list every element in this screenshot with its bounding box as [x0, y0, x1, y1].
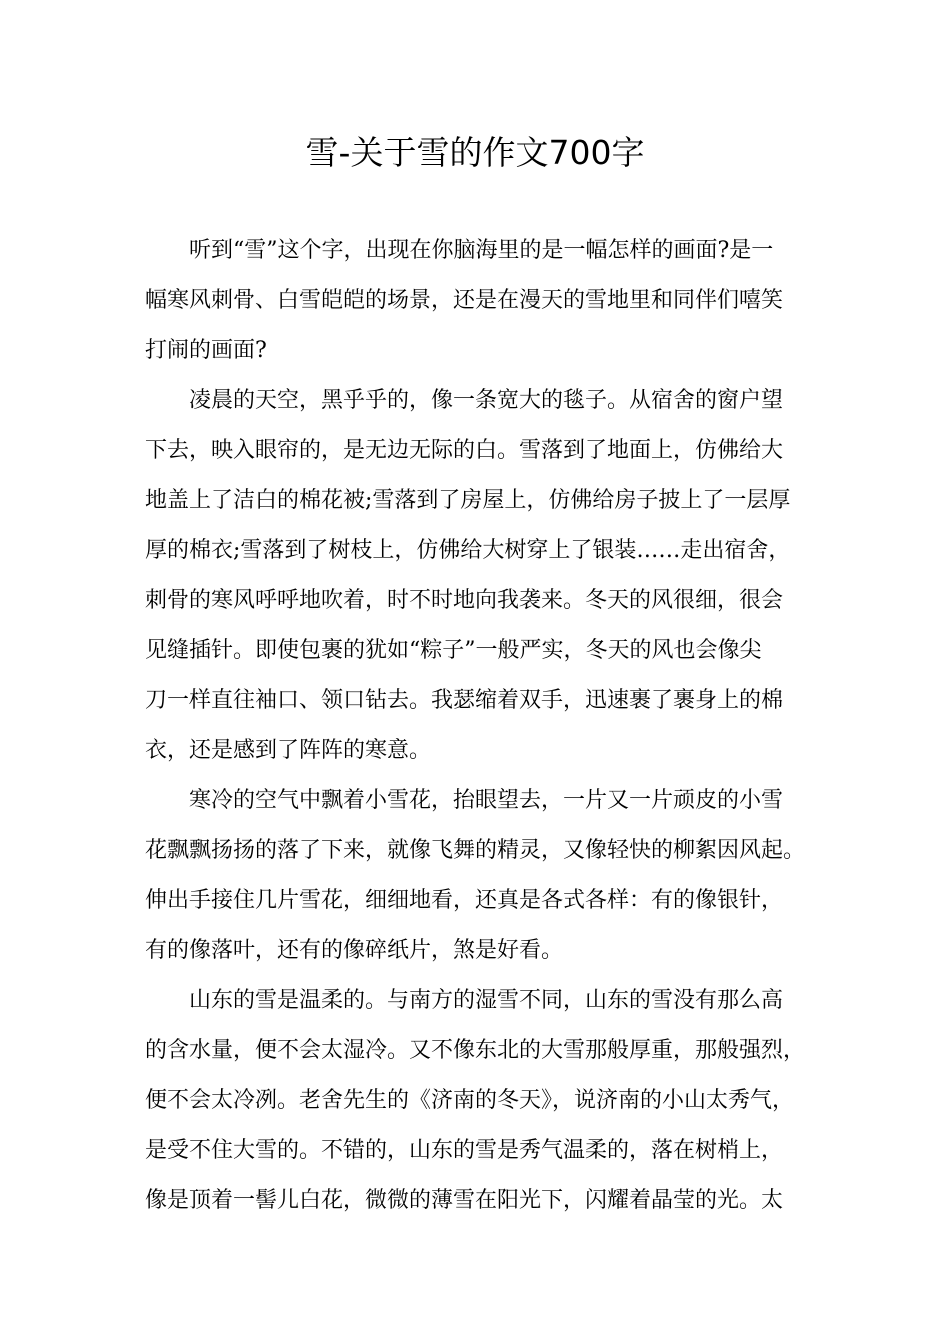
document-body — [145, 226, 835, 1226]
text-line: 地盖上了洁白的棉花被;雪落到了房屋上，仿佛给房子披上了一层厚 — [145, 488, 791, 513]
text-line: 刀一样直往袖口、领口钻去。我瑟缩着双手，迅速裹了裹身上的棉 — [145, 688, 784, 713]
text-line: 花飘飘扬扬的落了下来，就像飞舞的精灵，又像轻快的柳絮因风起。 — [145, 838, 806, 863]
text-line: 刺骨的寒风呼呼地吹着，时不时地向我袭来。冬天的风很细，很会 — [145, 588, 784, 613]
text-line: 有的像落叶，还有的像碎纸片，煞是好看。 — [145, 938, 564, 963]
text-line: 寒冷的空气中飘着小雪花，抬眼望去，一片又一片顽皮的小雪 — [189, 788, 784, 813]
text-line: 凌晨的天空，黑乎乎的，像一条宽大的毯子。从宿舍的窗户望 — [189, 388, 784, 413]
text-line: 下去，映入眼帘的，是无边无际的白。雪落到了地面上，仿佛给大 — [145, 438, 784, 463]
text-line: 见缝插针。即使包裹的犹如“粽子”一般严实，冬天的风也会像尖 — [145, 638, 762, 663]
text-line: 听到“雪”这个字，出现在你脑海里的是一幅怎样的画面?是一 — [189, 238, 774, 263]
text-line: 是受不住大雪的。不错的，山东的雪是秀气温柔的，落在树梢上， — [145, 1138, 784, 1163]
text-line: 衣，还是感到了阵阵的寒意。 — [145, 738, 432, 763]
document-title: 雪-关于雪的作文700字 — [305, 133, 645, 172]
text-line: 的含水量，便不会太湿冷。又不像东北的大雪那般厚重，那般强烈， — [145, 1038, 806, 1063]
text-line: 厚的棉衣;雪落到了树枝上，仿佛给大树穿上了银装……走出宿舍， — [145, 538, 791, 563]
text-line: 伸出手接住几片雪花，细细地看，还真是各式各样：有的像银针， — [145, 888, 784, 913]
text-line: 山东的雪是温柔的。与南方的湿雪不同，山东的雪没有那么高 — [189, 988, 784, 1013]
text-line: 幅寒风刺骨、白雪皑皑的场景，还是在漫天的雪地里和同伴们嘻笑 — [145, 288, 784, 313]
text-line: 像是顶着一髻儿白花，微微的薄雪在阳光下，闪耀着晶莹的光。太 — [145, 1188, 784, 1213]
text-line: 打闹的画面? — [145, 338, 267, 363]
text-line: 便不会太冷冽。老舍先生的《济南的冬天》，说济南的小山太秀气， — [145, 1088, 795, 1113]
